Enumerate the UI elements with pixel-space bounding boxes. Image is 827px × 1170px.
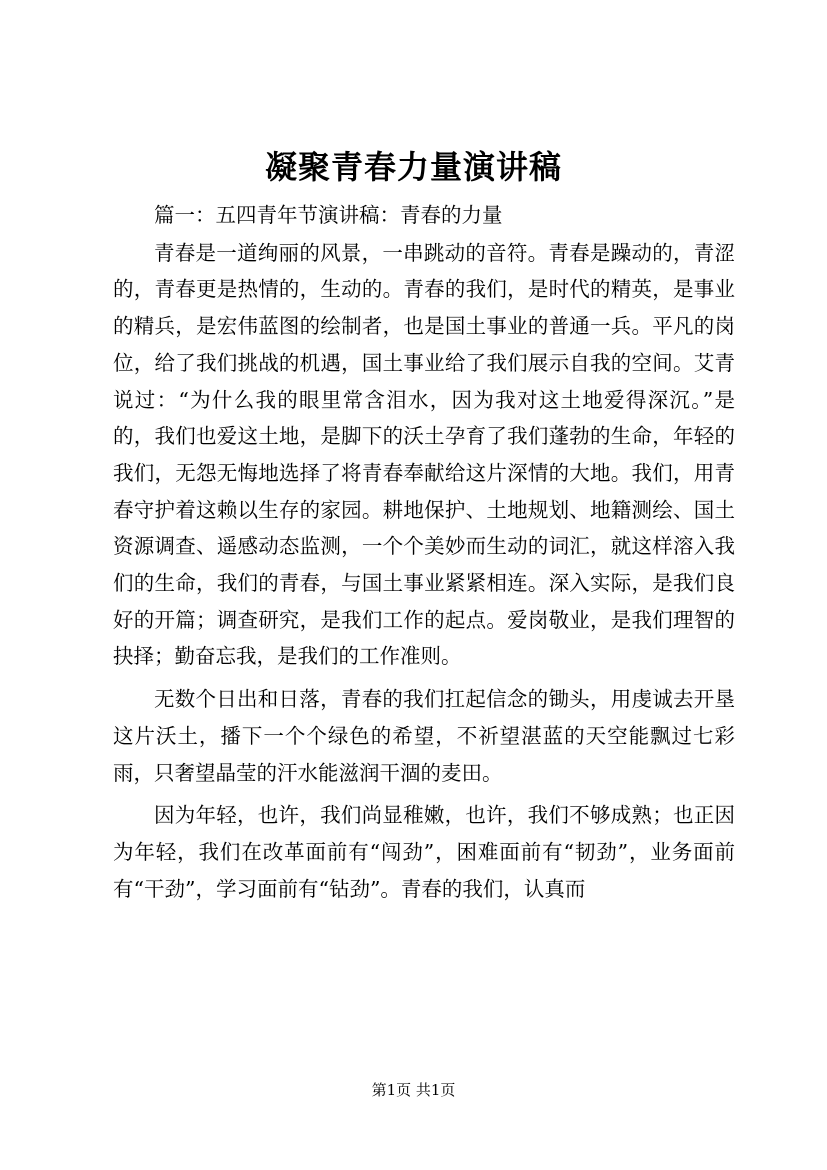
- document-subtitle: 篇一：五四青年节演讲稿：青春的力量: [154, 203, 503, 227]
- paragraph-1: 青春是一道绚丽的风景，一串跳动的音符。青春是躁动的，青涩的，青春更是热情的，生动的。青春的我们，是时代的精英，是事业的精兵，是宏伟蓝图的绘制者，也是国土事业的普通一兵。平凡的岗位，给了我们挑战的机遇，国土事业给了我们展示自我的空间。艾青说过：“为什么我的眼里常含泪水，因为我对这土地爱得深沉。”是的，我们也爱这土地，是脚下的沃土孕育了我们蓬勃的生命，年轻的我们，无怨无悔地选择了将青春奉献给这片深情的大地。我们，用青春守护着这赖以生存的家园。耕地保护、土地规划、地籍测绘、国土资源调查、遥感动态监测，一个个美妙而生动的词汇，就这样溶入我们的生命，我们的青春，与国土事业紧紧相连。深入实际，是我们良好的开篇；调查研究，是我们工作的起点。爱岗敬业，是我们理智的抉择；勤奋忘我，是我们的工作准则。: [113, 240, 735, 669]
- paragraph-2: 无数个日出和日落，青春的我们扛起信念的锄头，用虔诚去开垦这片沃土，播下一个个绿色的希望，不祈望湛蓝的天空能飘过七彩雨，只奢望晶莹的汗水能滋润干涸的麦田。: [113, 687, 735, 785]
- paragraph-3: 因为年轻，也许，我们尚显稚嫩，也许，我们不够成熟；也正因为年轻，我们在改革面前有“闯劲”，困难面前有“韧劲”，业务面前有“干劲”，学习面前有“钻劲”。青春的我们，认真而: [113, 803, 735, 901]
- document-body: [113, 197, 735, 907]
- page-footer: 第1页 共1页: [371, 1081, 456, 1099]
- document-title: 凝聚青春力量演讲稿: [264, 148, 562, 186]
